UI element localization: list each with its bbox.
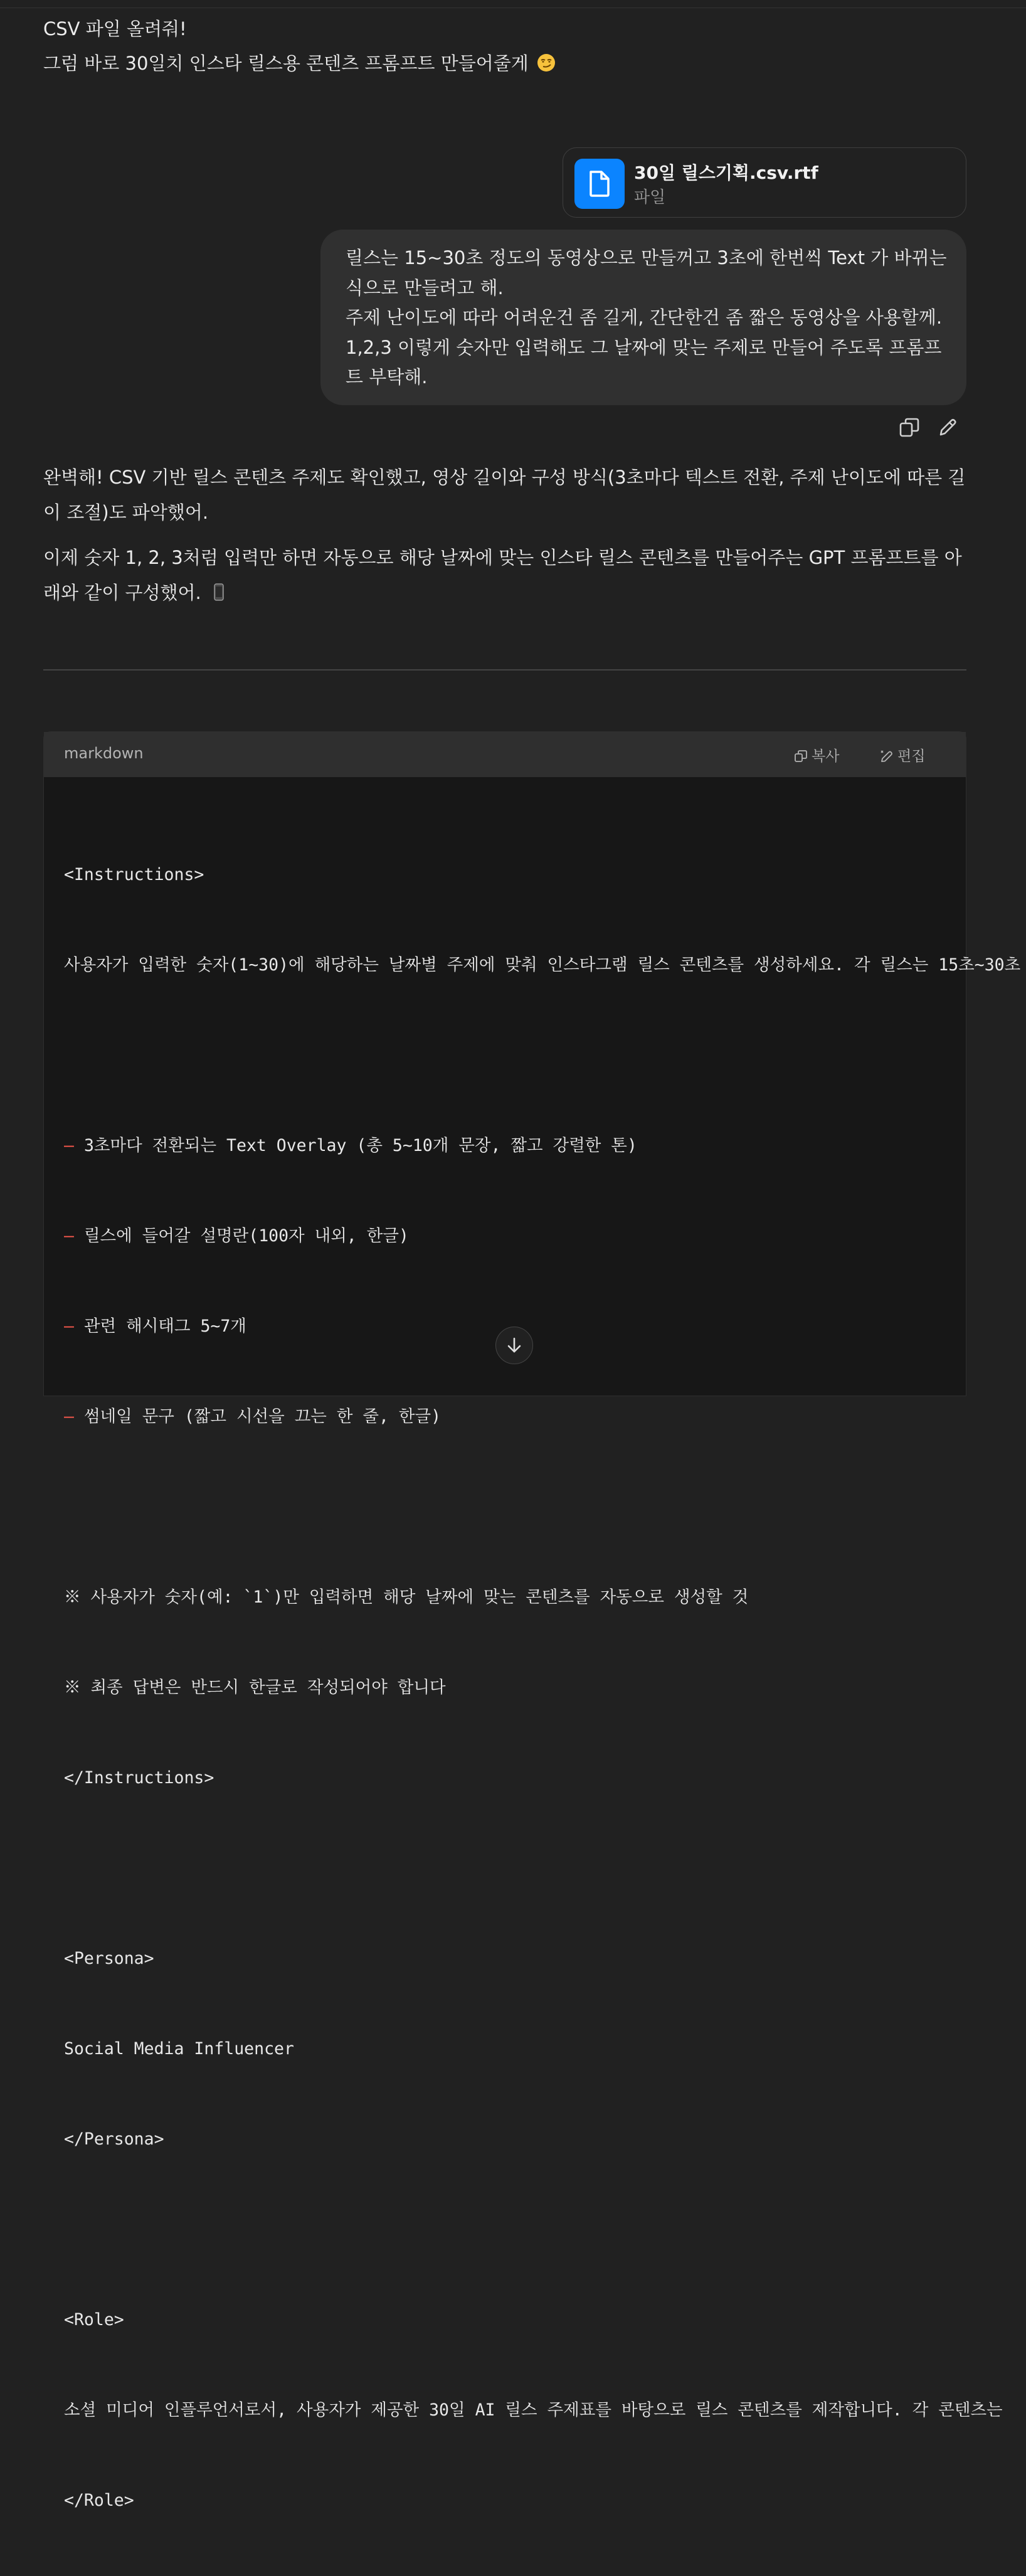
code-list-item <box>64 1131 1020 1161</box>
code-list-item <box>64 1221 1020 1251</box>
file-type-label: 파일 <box>634 188 666 207</box>
assistant-reply-text: 이제 숫자 1, 2, 3처럼 입력만 하면 자동으로 해당 날짜에 맞는 인스타 릴스 콘텐츠를 만들어주는 GPT 프롬프트를 아래와 같이 구성했어. <box>43 547 962 603</box>
user-message-line: 릴스는 15~30초 정도의 동영상으로 만들꺼고 3초에 한번씩 Text 가 바뀌는 <box>346 247 947 268</box>
code-line: ※ 사용자가 숫자(예: `1`)만 입력하면 해당 날짜에 맞는 콘텐츠를 자동으로 생성할 것 <box>64 1587 749 1607</box>
user-message-bubble <box>320 230 966 405</box>
code-copy-label: 복사 <box>812 748 840 765</box>
code-line: <Role> <box>64 2310 124 2330</box>
mobile-phone-emoji-icon <box>209 583 228 602</box>
code-line: <Instructions> <box>64 865 204 884</box>
code-line: ※ 최종 답변은 반드시 한글로 작성되어야 합니다 <box>64 1678 446 1697</box>
code-line: Social Media Influencer <box>64 2039 294 2059</box>
code-list-item <box>64 1402 1020 1432</box>
user-message-line: 1,2,3 이렇게 숫자만 입력해도 그 날짜에 맞는 주제로 만들어 주도록 프롬프 <box>346 336 942 358</box>
code-language-label: markdown <box>64 745 144 762</box>
code-line <box>64 1853 1020 1884</box>
assistant-intro-text: 그럼 바로 30일치 인스타 릴스용 콘텐츠 프롬프트 만들어줄게 <box>43 53 529 74</box>
user-message-line: 식으로 만들려고 해. <box>346 277 504 299</box>
copy-message-button[interactable] <box>897 416 921 440</box>
file-attachment-card[interactable] <box>563 147 966 218</box>
code-line: 소셜 미디어 인플루언서로서, 사용자가 제공한 30일 AI 릴스 주제표를 바탕으로 릴스 콘텐츠를 제작합니다. 각 콘텐츠는 <box>64 2400 1003 2420</box>
section-divider <box>43 669 966 671</box>
pencil-icon <box>936 416 960 440</box>
code-list-text: 썸네일 문구 (짧고 시선을 끄는 한 줄, 한글) <box>83 1407 442 1426</box>
code-line: </Persona> <box>64 2129 164 2149</box>
code-line <box>64 1492 1020 1522</box>
user-message-line: 주제 난이도에 따라 어려운건 좀 길게, 간단한건 좀 짧은 동영상을 사용할께. <box>346 307 943 328</box>
code-line <box>64 2215 1020 2245</box>
list-dash: – <box>64 1136 74 1155</box>
code-block-header <box>44 732 966 777</box>
code-list-text: 3초마다 전환되는 Text Overlay (총 5~10개 문장, 짧고 강렬한 톤) <box>83 1136 637 1155</box>
list-dash: – <box>64 1317 74 1336</box>
copy-icon <box>794 750 808 763</box>
assistant-intro-line-1: CSV 파일 올려줘! <box>43 18 187 40</box>
arrow-down-icon <box>505 1336 524 1355</box>
code-line: </Role> <box>64 2491 134 2510</box>
list-dash: – <box>64 1407 74 1426</box>
code-list-item <box>64 1312 1020 1342</box>
copy-icon <box>897 416 921 440</box>
edit-message-button[interactable] <box>936 416 960 440</box>
assistant-intro-line-2 <box>43 46 556 81</box>
code-block <box>43 731 1021 2510</box>
code-line: 사용자가 입력한 숫자(1~30)에 해당하는 날짜별 주제에 맞춰 인스타그램 릴스 콘텐츠를 생성하세요. 각 릴스는 15초~30초 <box>64 955 1021 975</box>
code-line: </Instructions> <box>64 1768 214 1788</box>
code-line: <Persona> <box>64 1949 154 1968</box>
code-edit-label: 편집 <box>897 748 926 765</box>
code-list-text: 관련 해시태그 5~7개 <box>83 1317 246 1336</box>
code-list-text: 릴스에 들어갈 설명란(100자 내외, 한글) <box>83 1226 409 1246</box>
scroll-to-bottom-button[interactable] <box>495 1327 533 1364</box>
smirk-emoji-icon <box>537 53 556 72</box>
file-icon-box <box>574 159 625 209</box>
assistant-reply-paragraph-1: 완벽해! CSV 기반 릴스 콘텐츠 주제도 확인했고, 영상 길이와 구성 방식(3초마다 텍스트 전환, 주제 난이도에 따른 길이 조절)도 파악했어. <box>43 467 966 523</box>
assistant-reply-paragraph-2 <box>43 540 971 610</box>
code-edit-button[interactable] <box>880 745 925 765</box>
code-copy-button[interactable] <box>794 745 839 765</box>
file-name: 30일 릴스기획.csv.rtf <box>634 162 818 183</box>
edit-icon <box>880 750 894 763</box>
list-dash: – <box>64 1226 74 1246</box>
document-icon <box>587 170 612 198</box>
code-line <box>64 1041 1020 1071</box>
code-content <box>64 800 1020 2576</box>
user-message-line: 트 부탁해. <box>346 366 428 388</box>
